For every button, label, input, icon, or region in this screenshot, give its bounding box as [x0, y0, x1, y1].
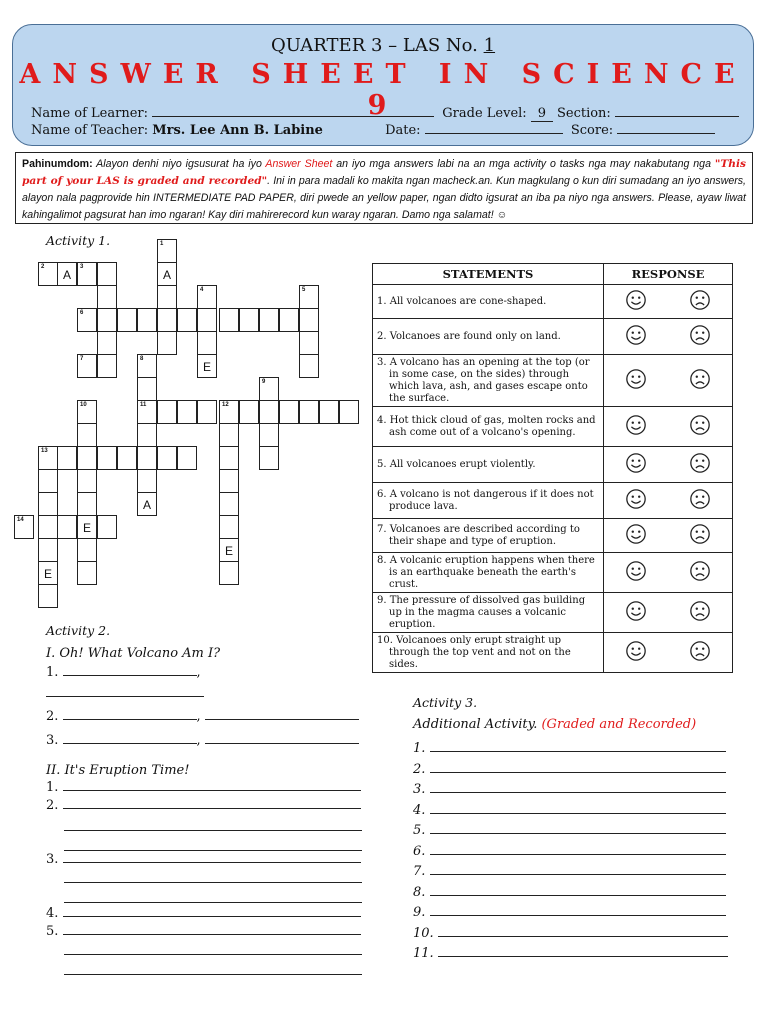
response-cell [604, 633, 733, 673]
statement-cell [373, 285, 604, 319]
header-box [12, 24, 754, 146]
crossword-cell[interactable] [38, 584, 58, 608]
comma: , [196, 733, 201, 748]
act3-line [413, 762, 726, 777]
crossword-cell[interactable] [157, 400, 177, 424]
crossword-cell[interactable] [299, 331, 319, 355]
crossword-clue-number: 9 [262, 379, 266, 385]
response-cell [604, 319, 733, 355]
statement-cell [373, 355, 604, 407]
crossword-cell[interactable] [38, 492, 58, 516]
crossword-cell[interactable] [137, 423, 157, 447]
item-number: 9. [413, 905, 426, 920]
statement-text: 6. A volcano is not dangerous if it does not produce lava. [377, 488, 594, 512]
crossword-given-letter: E [202, 360, 211, 374]
crossword-cell[interactable] [259, 377, 279, 401]
crossword-cell[interactable] [197, 331, 217, 355]
statement-row [373, 553, 733, 593]
answer-line[interactable] [63, 709, 197, 720]
act2-part2-line [64, 872, 362, 887]
activity2-part1-title: I. Oh! What Volcano Am I? [46, 646, 221, 661]
learner-label: Name of Learner: [31, 106, 148, 121]
answer-line[interactable] [430, 823, 726, 834]
note-text-2: an iyo mga answers labi na an mga activity o tasks nga may nakabutang nga [336, 158, 711, 170]
crossword-cell[interactable] [157, 308, 177, 332]
frown-face-icon[interactable] [689, 289, 711, 315]
frown-face-icon[interactable] [689, 560, 711, 586]
act2-part2-line [46, 924, 361, 939]
crossword-cell[interactable] [14, 515, 34, 539]
item-number: 2. [46, 798, 59, 813]
activity2-label: Activity 2. [46, 623, 111, 638]
activity3-label: Activity 3. [413, 695, 478, 710]
crossword-cell[interactable] [97, 354, 117, 378]
statement-cell [373, 633, 604, 673]
item-number: 8. [413, 884, 426, 900]
item-number: 7. [413, 864, 426, 879]
score-label: Score: [570, 123, 614, 138]
crossword-cell[interactable] [259, 446, 279, 470]
crossword-cell[interactable] [137, 492, 157, 516]
frown-face-icon[interactable] [689, 523, 711, 549]
response-cell [604, 447, 733, 483]
item-number: 4. [46, 906, 59, 921]
comma: , [196, 709, 201, 724]
answer-line[interactable] [430, 762, 726, 773]
crossword-given-letter: A [162, 268, 171, 282]
frown-face-icon[interactable] [689, 600, 711, 626]
grade-label: Grade Level: [442, 106, 527, 121]
crossword-cell[interactable] [177, 400, 197, 424]
statement-row [373, 285, 733, 319]
answer-line[interactable] [64, 964, 362, 975]
response-cell [604, 483, 733, 519]
section-field[interactable] [615, 105, 739, 117]
crossword-cell[interactable] [219, 446, 239, 470]
act3-line [413, 905, 726, 920]
crossword-clue-number: 5 [302, 287, 306, 293]
crossword-cell[interactable] [57, 515, 77, 539]
statement-row [373, 447, 733, 483]
crossword-clue-number: 11 [140, 402, 147, 408]
crossword-clue-number: 2 [41, 264, 45, 270]
crossword-cell[interactable] [219, 400, 239, 424]
activity2-part2-title: II. It's Eruption Time! [46, 763, 190, 778]
item-number: 1. [46, 780, 59, 795]
crossword-cell[interactable] [197, 308, 217, 332]
crossword-clue-number: 7 [80, 356, 84, 362]
act3-line [413, 844, 726, 859]
quarter-prefix: QUARTER 3 – LAS No. [270, 35, 478, 56]
crossword-cell[interactable] [157, 446, 177, 470]
crossword-cell[interactable] [77, 354, 97, 378]
crossword-cell[interactable] [219, 538, 239, 562]
item-number: 5. [413, 823, 426, 838]
crossword-cell[interactable] [77, 423, 97, 447]
crossword-cell[interactable] [157, 285, 177, 309]
answer-line[interactable] [63, 733, 197, 744]
crossword-cell[interactable] [38, 446, 58, 470]
statement-cell [373, 519, 604, 553]
answer-line[interactable] [430, 844, 726, 855]
crossword-cell[interactable] [38, 515, 58, 539]
crossword-cell[interactable] [299, 400, 319, 424]
item-number: 5. [46, 924, 59, 939]
answer-line[interactable] [205, 733, 359, 744]
note-graded: "This part of your LAS is graded and recorded" [22, 158, 746, 187]
crossword-cell[interactable] [219, 308, 239, 332]
crossword-cell[interactable] [77, 515, 97, 539]
response-header: RESPONSE [604, 264, 733, 285]
crossword-cell[interactable] [137, 400, 157, 424]
answer-line[interactable] [430, 803, 726, 814]
statement-cell [373, 407, 604, 447]
crossword-cell[interactable] [77, 492, 97, 516]
crossword-cell[interactable] [117, 308, 137, 332]
note-label: Pahinumdom: [22, 158, 93, 170]
crossword-cell[interactable] [299, 285, 319, 309]
crossword-cell[interactable] [219, 423, 239, 447]
item-number: 11. [413, 946, 434, 961]
answer-line[interactable] [430, 741, 726, 752]
answer-line[interactable] [64, 872, 362, 883]
item-number: 1. [46, 665, 59, 680]
activity3-subtitle-text: Additional Activity. [413, 717, 538, 732]
act2-part1-item [46, 665, 201, 680]
frown-face-icon[interactable] [689, 452, 711, 478]
act3-line [413, 803, 726, 818]
act2-part1-item-cont [46, 686, 204, 701]
crossword-cell[interactable] [339, 400, 359, 424]
crossword-cell[interactable] [38, 561, 58, 585]
crossword-cell[interactable] [137, 354, 157, 378]
crossword-given-letter: E [224, 544, 233, 558]
act2-part1-item [46, 709, 359, 724]
act2-part2-line [64, 892, 362, 907]
answer-line[interactable] [64, 840, 362, 851]
statement-text: 7. Volcanoes are described according to their shape and type of eruption. [377, 523, 580, 547]
statement-text: 5. All volcanoes erupt violently. [377, 458, 536, 470]
crossword-clue-number: 4 [200, 287, 204, 293]
crossword-clue-number: 1 [160, 241, 164, 247]
answer-line[interactable] [205, 709, 359, 720]
comma: , [196, 665, 201, 680]
crossword-cell[interactable] [259, 423, 279, 447]
answer-line[interactable] [430, 782, 726, 793]
activity3-graded: (Graded and Recorded) [541, 717, 697, 732]
crossword-clue-number: 8 [140, 356, 144, 362]
crossword-cell[interactable] [77, 262, 97, 286]
answer-line[interactable] [64, 820, 362, 831]
smile-face-icon[interactable] [625, 368, 647, 394]
response-cell [604, 407, 733, 447]
smile-face-icon[interactable] [625, 414, 647, 440]
answer-line[interactable] [64, 892, 362, 903]
answer-line[interactable] [63, 924, 361, 935]
date-field[interactable] [425, 122, 563, 134]
act2-part2-line [64, 820, 362, 835]
statement-text: 10. Volcanoes only erupt straight up through the top vent and not on the sides. [377, 634, 571, 670]
crossword-cell[interactable] [157, 262, 177, 286]
reminder-note [15, 152, 753, 224]
crossword-cell[interactable] [97, 515, 117, 539]
statement-row [373, 407, 733, 447]
act3-line [413, 864, 726, 879]
statement-row [373, 519, 733, 553]
item-number: 3. [46, 733, 59, 748]
answer-line[interactable] [430, 885, 726, 896]
crossword-cell[interactable] [157, 239, 177, 263]
item-number: 10. [413, 925, 434, 941]
grade-value[interactable]: 9 [531, 106, 553, 122]
note-text-1: Alayon denhi niyo igsusurat ha iyo [96, 158, 262, 170]
act3-line [413, 782, 726, 797]
crossword-clue-number: 13 [41, 448, 48, 454]
answer-line[interactable] [63, 665, 197, 676]
frown-face-icon[interactable] [689, 640, 711, 666]
smile-face-icon[interactable] [625, 523, 647, 549]
crossword-cell[interactable] [299, 308, 319, 332]
activity3-subtitle [413, 717, 696, 732]
learner-name-field[interactable] [152, 105, 434, 117]
crossword-cell[interactable] [77, 446, 97, 470]
statement-row [373, 483, 733, 519]
crossword-cell[interactable] [279, 308, 299, 332]
crossword-cell[interactable] [97, 446, 117, 470]
crossword-cell[interactable] [77, 561, 97, 585]
crossword-clue-number: 12 [222, 402, 229, 408]
answer-line[interactable] [438, 926, 728, 937]
item-number: 4. [413, 802, 426, 818]
statement-cell [373, 447, 604, 483]
crossword-given-letter: A [142, 498, 151, 512]
statement-row [373, 355, 733, 407]
act2-part2-line [46, 780, 361, 795]
act3-line [413, 946, 728, 961]
crossword-cell[interactable] [57, 446, 77, 470]
teacher-label: Name of Teacher: [31, 123, 149, 138]
crossword-clue-number: 3 [80, 264, 84, 270]
quarter-heading [13, 35, 753, 56]
item-number: 6. [413, 843, 426, 859]
answer-line[interactable] [430, 905, 726, 916]
crossword-cell[interactable] [239, 308, 259, 332]
answer-line[interactable] [438, 946, 728, 957]
statements-header: STATEMENTS [373, 264, 604, 285]
activity1-label: Activity 1. [46, 233, 111, 248]
las-number: 1 [483, 35, 496, 56]
statements-table [372, 263, 733, 673]
answer-line[interactable] [63, 780, 361, 791]
crossword-cell[interactable] [319, 400, 339, 424]
response-cell [604, 519, 733, 553]
crossword-cell[interactable] [259, 400, 279, 424]
response-cell [604, 593, 733, 633]
act2-part1-item [46, 733, 359, 748]
statement-text: 8. A volcanic eruption happens when there is an earthquake beneath the earth's crust. [377, 554, 595, 590]
crossword-cell[interactable] [157, 331, 177, 355]
date-label: Date: [385, 123, 421, 138]
frown-face-icon[interactable] [689, 414, 711, 440]
smile-face-icon[interactable] [625, 324, 647, 350]
statement-row [373, 319, 733, 355]
crossword-cell[interactable] [137, 469, 157, 493]
crossword-cell[interactable] [137, 377, 157, 401]
statement-cell [373, 553, 604, 593]
item-number: 3. [46, 852, 59, 867]
act3-line [413, 926, 728, 941]
frown-face-icon[interactable] [689, 368, 711, 394]
statement-text: 9. The pressure of dissolved gas building up in the magma causes a volcanic eruption. [377, 594, 586, 630]
act3-line [413, 741, 726, 756]
response-cell [604, 285, 733, 319]
crossword-clue-number: 6 [80, 310, 84, 316]
answer-line[interactable] [63, 906, 361, 917]
answer-line[interactable] [46, 686, 204, 697]
item-number: 2. [413, 761, 426, 777]
learner-row [31, 105, 739, 122]
crossword-clue-number: 10 [80, 402, 87, 408]
answer-line[interactable] [430, 864, 726, 875]
smile-face-icon[interactable] [625, 600, 647, 626]
crossword-cell[interactable] [97, 262, 117, 286]
score-field[interactable] [617, 122, 715, 134]
crossword-given-letter: A [62, 268, 71, 282]
crossword-cell[interactable] [77, 400, 97, 424]
crossword-cell[interactable] [38, 469, 58, 493]
statement-cell [373, 483, 604, 519]
response-cell [604, 553, 733, 593]
statement-cell [373, 319, 604, 355]
statement-text: 2. Volcanoes are found only on land. [377, 330, 561, 342]
crossword-cell[interactable] [219, 515, 239, 539]
crossword-given-letter: E [43, 567, 52, 581]
crossword-cell[interactable] [97, 308, 117, 332]
crossword-cell[interactable] [38, 262, 58, 286]
item-number: 2. [46, 709, 59, 724]
statement-row [373, 593, 733, 633]
section-label: Section: [556, 106, 611, 121]
smile-face-icon[interactable] [625, 560, 647, 586]
crossword-cell[interactable] [77, 469, 97, 493]
response-cell [604, 355, 733, 407]
act2-part2-line [46, 906, 361, 921]
crossword-cell[interactable] [177, 308, 197, 332]
crossword-cell[interactable] [259, 308, 279, 332]
statement-text: 1. All volcanoes are cone-shaped. [377, 295, 547, 307]
crossword-cell[interactable] [57, 262, 77, 286]
crossword-cell[interactable] [219, 492, 239, 516]
smile-face-icon[interactable] [625, 289, 647, 315]
answer-line[interactable] [63, 798, 361, 809]
frown-face-icon[interactable] [689, 488, 711, 514]
teacher-name: Mrs. Lee Ann B. Labine [152, 123, 323, 138]
crossword-cell[interactable] [197, 285, 217, 309]
smile-face-icon[interactable] [625, 452, 647, 478]
crossword-cell[interactable] [177, 446, 197, 470]
page-title: ANSWER SHEET IN SCIENCE 9 [19, 59, 747, 121]
crossword-cell[interactable] [219, 561, 239, 585]
item-number: 1. [413, 741, 426, 756]
answer-line[interactable] [64, 944, 362, 955]
smile-face-icon[interactable] [625, 488, 647, 514]
act2-part2-line [46, 798, 361, 813]
crossword-cell[interactable] [197, 354, 217, 378]
act3-line [413, 823, 726, 838]
crossword-cell[interactable] [239, 400, 259, 424]
act3-line [413, 885, 726, 900]
answer-line[interactable] [63, 852, 361, 863]
act2-part2-line [64, 964, 362, 979]
crossword-cell[interactable] [219, 469, 239, 493]
statement-text: 3. A volcano has an opening at the top (or in some case, on the sides) through which lava, ash, and gases escape onto the surface. [377, 356, 590, 404]
crossword-cell[interactable] [97, 285, 117, 309]
crossword-cell[interactable] [77, 538, 97, 562]
crossword-given-letter: E [82, 521, 91, 535]
frown-face-icon[interactable] [689, 324, 711, 350]
crossword-cell[interactable] [97, 331, 117, 355]
crossword-cell[interactable] [117, 446, 137, 470]
crossword-cell[interactable] [38, 538, 58, 562]
crossword-cell[interactable] [279, 400, 299, 424]
note-text-3: . Ini in para madali ko makita ngan macheck.an. Kun magkulang o kun diri sumadang an iyo answers, alayon nala pagprovide hin INTERMEDIATE PAD PAPER, diri pwede an yellow paper, ngan didto igsurat an iba pa niyo nga answers. Please, ayaw liwat kahingalimot pagsurat han imo ngaran! Kay diri mahirerecord kun waray ngaran. Damo nga salamat! ☺ [22, 175, 746, 221]
act2-part2-line [46, 852, 361, 867]
teacher-row [31, 122, 715, 138]
statement-row [373, 633, 733, 673]
crossword-cell[interactable] [137, 446, 157, 470]
smile-face-icon[interactable] [625, 640, 647, 666]
note-answer-sheet: Answer Sheet [265, 158, 333, 170]
crossword-cell[interactable] [299, 354, 319, 378]
statement-cell [373, 593, 604, 633]
crossword-cell[interactable] [197, 400, 217, 424]
act2-part2-line [64, 944, 362, 959]
crossword-cell[interactable] [77, 308, 97, 332]
statement-text: 4. Hot thick cloud of gas, molten rocks and ash come out of a volcano's opening. [377, 414, 596, 438]
crossword-clue-number: 14 [17, 517, 24, 523]
crossword-cell[interactable] [137, 308, 157, 332]
item-number: 3. [413, 782, 426, 797]
